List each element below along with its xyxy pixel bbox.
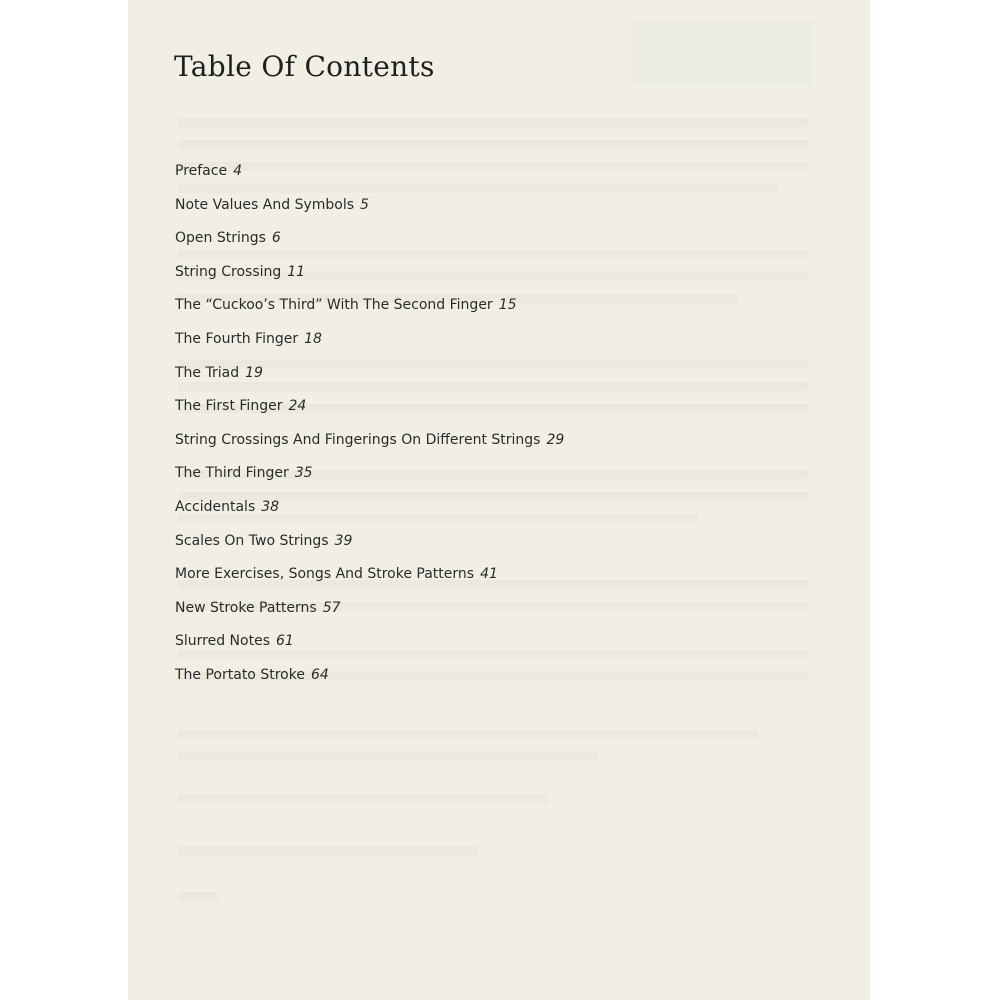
toc-entry-page-number: 57 bbox=[322, 599, 341, 616]
show-through-line bbox=[178, 752, 598, 761]
toc-entry-page-number: 4 bbox=[233, 163, 242, 179]
toc-entry-page-number: 38 bbox=[261, 498, 280, 515]
toc-entry bbox=[175, 294, 564, 328]
toc-entry-title: New Stroke Patterns bbox=[175, 599, 317, 616]
show-through-line bbox=[178, 892, 218, 901]
toc-entry-title: Accidentals bbox=[175, 498, 256, 515]
toc-entry bbox=[175, 429, 564, 463]
toc-entry-page-number: 6 bbox=[271, 230, 281, 247]
toc-entry bbox=[175, 261, 564, 295]
toc-entry bbox=[175, 664, 564, 698]
toc-entry-title: String Crossing bbox=[175, 263, 282, 280]
toc-entry-page-number: 18 bbox=[304, 330, 322, 347]
toc-entry bbox=[175, 496, 564, 530]
toc-entry-title: The Fourth Finger bbox=[175, 330, 299, 347]
toc-entry-page-number: 39 bbox=[334, 532, 353, 549]
toc-entry bbox=[175, 160, 564, 194]
toc-entry bbox=[175, 530, 564, 564]
toc-entry bbox=[175, 630, 564, 664]
toc-entry-page-number: 19 bbox=[245, 364, 263, 381]
toc-entry-page-number: 29 bbox=[546, 431, 565, 448]
toc-entry bbox=[175, 597, 564, 631]
toc-entry bbox=[175, 563, 564, 597]
toc-entry-page-number: 35 bbox=[294, 465, 313, 482]
toc-entry-title: Open Strings bbox=[175, 230, 266, 247]
toc-entry-title: The Triad bbox=[175, 364, 240, 381]
show-through-line bbox=[178, 794, 548, 803]
toc-entry bbox=[175, 194, 564, 228]
toc-entry bbox=[175, 395, 564, 429]
toc-entry bbox=[175, 328, 564, 362]
toc-entry-page-number: 64 bbox=[310, 666, 329, 683]
table-of-contents bbox=[175, 160, 564, 698]
toc-entry-title: Preface bbox=[175, 163, 228, 179]
toc-entry-title: The First Finger bbox=[175, 398, 283, 415]
toc-entry-title: Slurred Notes bbox=[175, 633, 270, 650]
toc-entry-title: Note Values And Symbols bbox=[175, 196, 355, 213]
show-through-line bbox=[178, 118, 808, 127]
toc-entry-title: The “Cuckoo’s Third” With The Second Finger bbox=[175, 297, 493, 314]
toc-entry-page-number: 11 bbox=[287, 263, 306, 280]
show-through-line bbox=[178, 846, 478, 855]
toc-entry-title: The Third Finger bbox=[175, 465, 289, 482]
toc-entry-title: Scales On Two Strings bbox=[175, 532, 329, 549]
toc-entry-title: String Crossings And Fingerings On Different Strings bbox=[175, 431, 541, 448]
show-through-line bbox=[178, 140, 808, 149]
toc-entry bbox=[175, 227, 564, 261]
toc-entry-page-number: 24 bbox=[288, 398, 307, 415]
toc-entry-page-number: 41 bbox=[480, 566, 498, 583]
toc-entry bbox=[175, 362, 564, 396]
toc-entry-title: The Portato Stroke bbox=[175, 666, 305, 683]
show-through-line bbox=[178, 730, 758, 739]
page-title: Table Of Contents bbox=[174, 50, 435, 83]
toc-entry-page-number: 15 bbox=[498, 297, 517, 314]
toc-entry-title: More Exercises, Songs And Stroke Patterns bbox=[175, 566, 475, 583]
book-page bbox=[128, 0, 870, 1000]
toc-entry-page-number: 61 bbox=[276, 633, 294, 650]
toc-entry bbox=[175, 462, 564, 496]
toc-entry-page-number: 5 bbox=[360, 196, 369, 213]
show-through-photo bbox=[633, 20, 813, 85]
